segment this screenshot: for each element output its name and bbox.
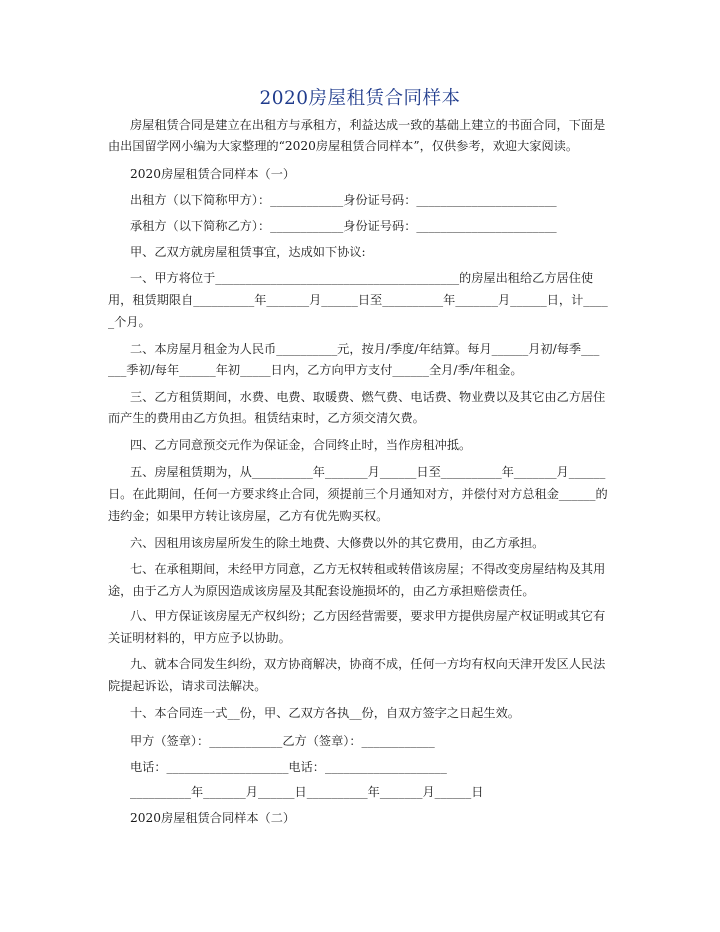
clause-3-line-1: 三、乙方租赁期间，水费、电费、取暖费、燃气费、电话费、物业费以及其它由乙方居住 — [130, 390, 606, 404]
clause-4-line-1: 四、乙方同意预交元作为保证金，合同终止时，当作房租冲抵。 — [130, 438, 472, 452]
clause-3-line-2: 而产生的费用由乙方负担。租赁结束时，乙方须交清欠费。 — [108, 411, 425, 425]
clause-5-line-3: 违约金；如果甲方转让该房屋，乙方有优先购买权。 — [108, 509, 389, 523]
intro-line-1: 房屋租赁合同是建立在出租方与承租方，利益达成一致的基础上建立的书面合同，下面是 — [130, 118, 606, 132]
section-heading-2: 2020房屋租赁合同样本（二） — [130, 811, 296, 825]
clause-2-line-2: ___季初/每年______年初_____日内，乙方向甲方支付______全月/季/年租金。 — [108, 363, 523, 377]
phone-line: 电话：____________________电话：____________________ — [130, 760, 447, 774]
clause-7-line-2: 途，由于乙方人为原因造成该房屋及其配套设施损坏的，由乙方承担赔偿责任。 — [108, 584, 535, 598]
signature-line: 甲方（签章）：____________乙方（签章）：____________ — [130, 734, 435, 748]
date-line: __________年_______月______日__________年_______月______日 — [130, 785, 484, 799]
lessee-line: 承租方（以下简称乙方）：____________身份证号码：_______________________ — [130, 219, 557, 233]
clause-8-line-2: 关证明材料的，甲方应予以协助。 — [108, 631, 291, 645]
section-heading-1: 2020房屋租赁合同样本（一） — [130, 167, 296, 181]
clause-1-line-1: 一、甲方将位于________________________________________的房屋出租给乙方居住使 — [130, 271, 594, 285]
clause-10-line-1: 十、本合同连一式__份，甲、乙双方各执__份，自双方签字之日起生效。 — [130, 706, 520, 720]
clause-5-line-2: 日。在此期间，任何一方要求终止合同，须提前三个月通知对方，并偿付对方总租金______的 — [108, 487, 608, 501]
clause-5-line-1: 五、房屋租赁期为，从__________年_______月______日至__________年_______月______ — [130, 465, 606, 479]
document-title: 2020房屋租赁合同样本 — [259, 88, 461, 109]
clause-9-line-1: 九、就本合同发生纠纷，双方协商解决，协商不成，任何一方均有权向天津开发区人民法 — [130, 657, 606, 671]
intro-line-2: 由出国留学网小编为大家整理的“2020房屋租赁合同样本”，仅供参考，欢迎大家阅读。 — [108, 139, 579, 153]
clause-6-line-1: 六、因租用该房屋所发生的除土地费、大修费以外的其它费用，由乙方承担。 — [130, 536, 545, 550]
clause-1-line-3: _个月。 — [108, 315, 151, 329]
clause-1-line-2: 用，租赁期限自__________年_______月______日至__________年_______月______日，计____ — [108, 293, 608, 307]
clause-2-line-1: 二、本房屋月租金为人民币__________元，按月/季度/年结算。每月______月初/每季___ — [130, 342, 600, 356]
agreement-intro: 甲、乙双方就房屋租赁事宜，达成如下协议: — [130, 245, 366, 259]
clause-8-line-1: 八、甲方保证该房屋无产权纠纷；乙方因经营需要，要求甲方提供房屋产权证明或其它有 — [130, 609, 606, 623]
lessor-line: 出租方（以下简称甲方）：____________身份证号码：_______________________ — [130, 193, 557, 207]
clause-7-line-1: 七、在承租期间，未经甲方同意，乙方无权转租或转借该房屋；不得改变房屋结构及其用 — [130, 562, 606, 576]
clause-9-line-2: 院提起诉讼，请求司法解决。 — [108, 679, 267, 693]
